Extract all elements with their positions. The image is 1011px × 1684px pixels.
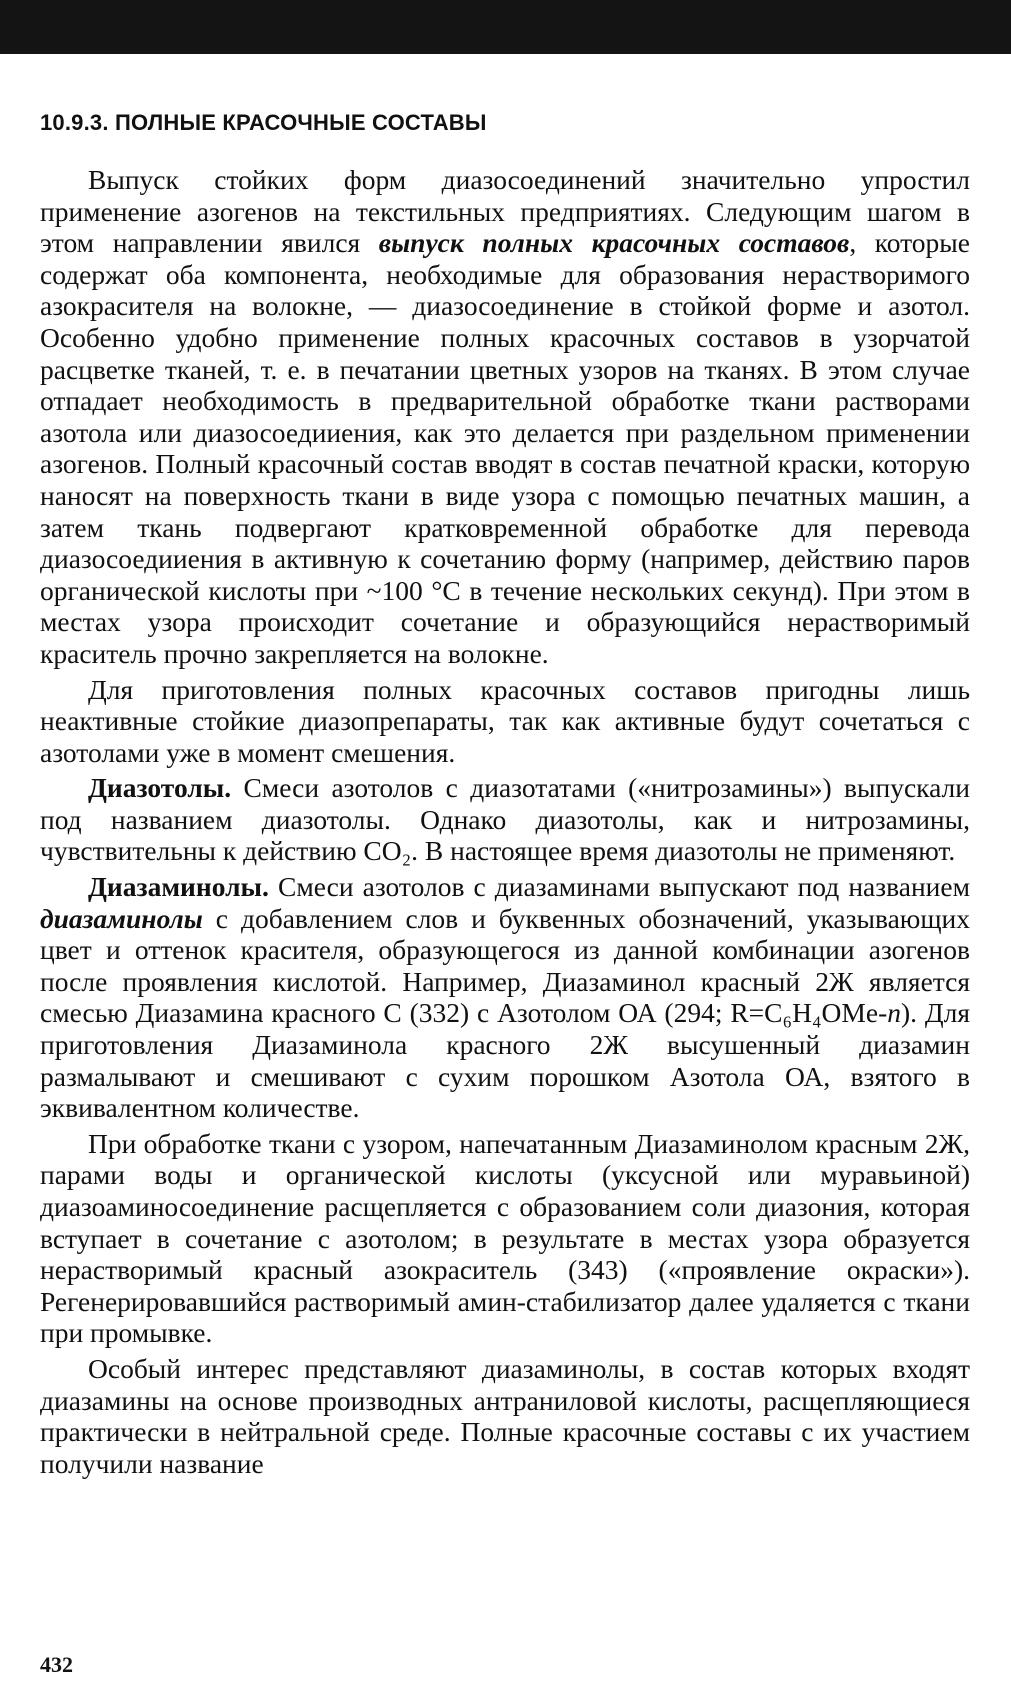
- top-black-bar: [0, 0, 1011, 54]
- paragraph-diazaminols-text-c: ). Для приготовления Диазаминола красного 2Ж высушенный диазамин размалывают и смешивают с сухим порошком Азотола ОА, взятого в эквивалентном количестве.: [40, 997, 970, 1124]
- paragraph-diazaminols: [40, 871, 970, 1124]
- paragraph-diazaminols-text-b: с добавлением слов и буквенных обозначений, указывающих цвет и оттенок красителя, образующегося из данной комбинации азогенов после проявления кислотой. Например, Диазаминол красный 2Ж является смесью Диазамина красного С (332) с Азотолом ОА (294; R=C₆H₄OMe-: [40, 902, 970, 1029]
- page-content: [40, 110, 970, 1483]
- paragraph-diazotols-text: Смеси азотолов с диазотатами («нитрозамины») выпускали под названием диазотолы. Однако диазотолы, как и нитрозамины, чувствительны к действию СО₂. В настоящее время диазотолы не применяют.: [40, 772, 970, 867]
- paragraph-diazaminols-para-symbol: п: [887, 997, 901, 1029]
- paragraph-diazaminols-emphasis: диазаминолы: [40, 902, 203, 934]
- paragraph-1: [40, 164, 970, 670]
- page-number: 432: [40, 1652, 73, 1677]
- paragraph-diazotols: [40, 772, 970, 867]
- term-diazotols: Диазотолы.: [88, 772, 232, 804]
- paragraph-5: При обработке ткани с узором, напечатанным Диазаминолом красным 2Ж, парами воды и органической кислоты (уксусной или муравьиной) диазоаминосоединение расщепляется с образованием соли диазония, которая вступает в сочетание с азотолом; в результате в местах узора образуется нерастворимый красный азокраситель (343) («проявление окраски»). Регенерировавшийся растворимый амин-стабилизатор далее удаляется с ткани при промывке.: [40, 1127, 970, 1349]
- paragraph-1-text-a: Выпуск стойких форм диазосоединений значительно упростил применение азогенов на текстильных предприятиях. Следующим шагом в этом направлении явился: [40, 164, 970, 259]
- term-diazaminols: Диазаминолы.: [88, 871, 269, 903]
- section-heading: 10.9.3. ПОЛНЫЕ КРАСОЧНЫЕ СОСТАВЫ: [40, 110, 487, 135]
- paragraph-diazaminols-text-a: Смеси азотолов с диазаминами выпускают под названием: [268, 871, 970, 903]
- paragraph-2: Для приготовления полных красочных составов пригодны лишь неактивные стойкие диазопрепараты, так как активные будут сочетаться с азотолами уже в момент смешения.: [40, 673, 970, 768]
- paragraph-6: Особый интерес представляют диазаминолы, в состав которых входят диазамины на основе производных антраниловой кислоты, расщепляющиеся практически в нейтральной среде. Полные красочные составы с их участием получили название: [40, 1352, 970, 1479]
- paragraph-1-text-b: , которые содержат оба компонента, необходимые для образования нерастворимого азокрасителя на волокне, — диазосоединение в стойкой форме и азотол. Особенно удобно применение полных красочных составов в узорчатой расцветке тканей, т. е. в печатании цветных узоров на тканях. В этом случае отпадает необходимость в предварительной обработке ткани растворами азотола или диазосоедииения, как это делается при раздельном применении азогенов. Полный красочный состав вводят в состав печатной краски, которую наносят на поверхность ткани в виде узора с помощью печатных машин, а затем ткань подвергают кратковременной обработке для перевода диазосоедииения в активную к сочетанию форму (например, действию паров органической кислоты при ~100 °С в течение нескольких секунд). При этом в местах узора происходит сочетание и образующийся нерастворимый краситель прочно закрепляется на волокне.: [40, 227, 970, 669]
- paragraph-1-emphasis: выпуск полных красочных составов: [378, 227, 850, 259]
